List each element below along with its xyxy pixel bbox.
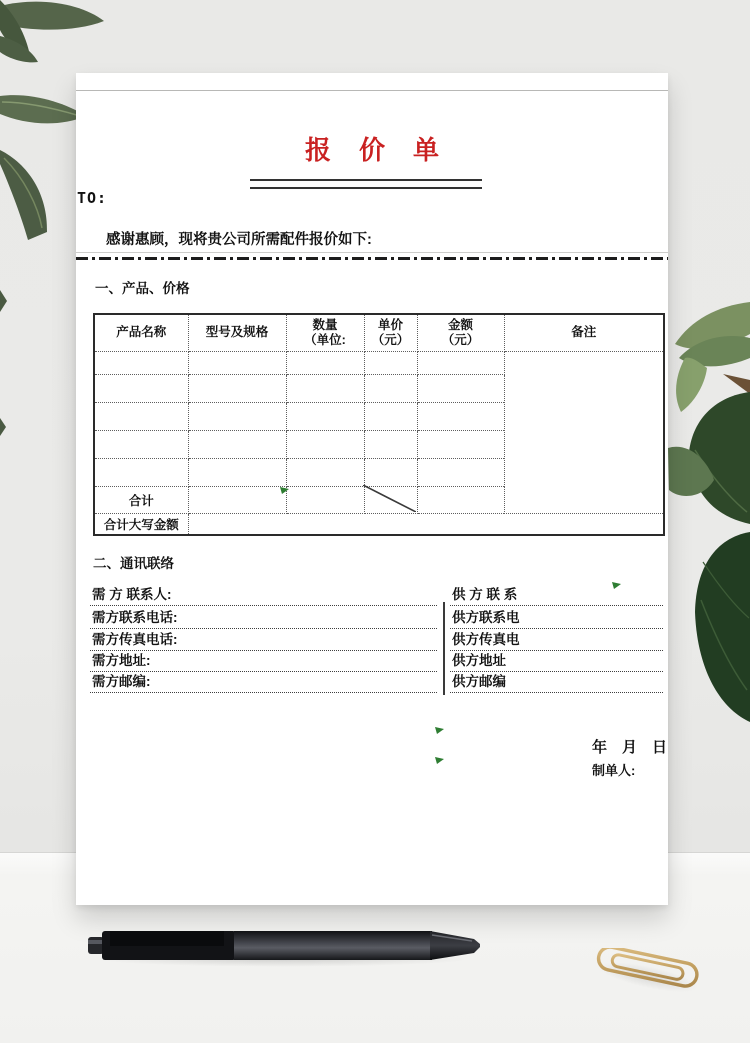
empty-cell	[94, 430, 188, 458]
field-label: 供方邮编	[452, 674, 506, 689]
paper-fold-line	[76, 90, 668, 91]
field-label: 供 方 联 系	[452, 587, 518, 602]
field-label: 需 方 联系人:	[92, 587, 172, 602]
empty-cell	[364, 374, 417, 402]
empty-cell	[188, 458, 286, 486]
empty-cell	[417, 402, 504, 430]
diagonal-cell	[364, 486, 417, 513]
empty-cell	[94, 351, 188, 374]
plant-leaves-right	[665, 300, 750, 740]
empty-cell	[94, 458, 188, 486]
empty-cell	[188, 402, 286, 430]
cell-flag-icon	[435, 757, 444, 764]
empty-cell	[286, 458, 364, 486]
field-label: 供方传真电	[452, 632, 520, 647]
dash-dot-separator	[76, 257, 668, 260]
page-title: 报价单	[304, 135, 467, 165]
date-line: 年 月 日	[591, 739, 667, 756]
col-header-quantity: 数量 （单位:	[286, 314, 364, 351]
section-title-products: 一、产品、价格	[95, 281, 190, 296]
greeting-text: 感谢惠顾，现将贵公司所需配件报价如下:	[106, 232, 372, 248]
empty-cell	[417, 430, 504, 458]
buyer-address-field	[90, 649, 437, 672]
empty-cell	[364, 402, 417, 430]
field-label: 需方传真电话:	[92, 632, 178, 647]
field-label: 需方地址:	[92, 653, 151, 668]
contact-column-divider	[443, 602, 445, 695]
total-in-words-row	[94, 513, 664, 535]
empty-cell	[188, 513, 664, 535]
buyer-zip-field	[90, 670, 437, 693]
field-label: 需方联系电话:	[92, 610, 178, 625]
col-header-unit-price: 单价 （元）	[364, 314, 417, 351]
section-title-contact: 二、通讯联络	[93, 556, 174, 571]
pen-shadow	[92, 951, 474, 967]
empty-cell	[286, 374, 364, 402]
empty-cell	[286, 402, 364, 430]
empty-cell	[94, 374, 188, 402]
plant-leaf-sliver	[0, 418, 6, 436]
field-label: 供方联系电	[452, 610, 520, 625]
to-label: TO:	[77, 189, 108, 207]
col-header-model-spec: 型号及规格	[188, 314, 286, 351]
empty-cell	[286, 351, 364, 374]
maker-label: 制单人:	[592, 763, 636, 778]
empty-cell	[286, 486, 364, 513]
empty-cell	[188, 430, 286, 458]
table-header-row	[94, 314, 664, 351]
empty-cell	[188, 351, 286, 374]
supplier-zip-field	[450, 670, 663, 693]
field-label: 供方地址	[452, 653, 506, 668]
empty-cell	[286, 430, 364, 458]
total-label-cell: 合计	[94, 486, 188, 513]
buyer-fax-field	[90, 628, 437, 651]
quotation-document	[76, 73, 668, 905]
empty-cell	[417, 458, 504, 486]
total-in-words-label-cell: 合计大写金额	[94, 513, 188, 535]
supplier-contact-field	[450, 583, 663, 606]
buyer-contact-field	[90, 583, 437, 606]
empty-cell	[417, 351, 504, 374]
greeting-underline	[76, 252, 668, 253]
remark-merged-cell	[504, 351, 664, 513]
empty-cell	[417, 374, 504, 402]
empty-cell	[364, 458, 417, 486]
col-header-remark: 备注	[504, 314, 664, 351]
supplier-fax-field	[450, 628, 663, 651]
title-double-underline	[250, 179, 482, 189]
empty-cell	[417, 486, 504, 513]
plant-leaf-sliver	[0, 290, 7, 312]
product-price-table	[93, 313, 665, 536]
col-header-product-name: 产品名称	[94, 314, 188, 351]
empty-cell	[364, 351, 417, 374]
buyer-phone-field	[90, 606, 437, 629]
empty-cell	[188, 486, 286, 513]
supplier-phone-field	[450, 606, 663, 629]
supplier-address-field	[450, 649, 663, 672]
cell-flag-icon	[435, 727, 444, 734]
empty-cell	[188, 374, 286, 402]
table-row	[94, 351, 664, 374]
col-header-amount: 金额 （元）	[417, 314, 504, 351]
empty-cell	[94, 402, 188, 430]
empty-cell	[364, 430, 417, 458]
field-label: 需方邮编:	[92, 674, 151, 689]
